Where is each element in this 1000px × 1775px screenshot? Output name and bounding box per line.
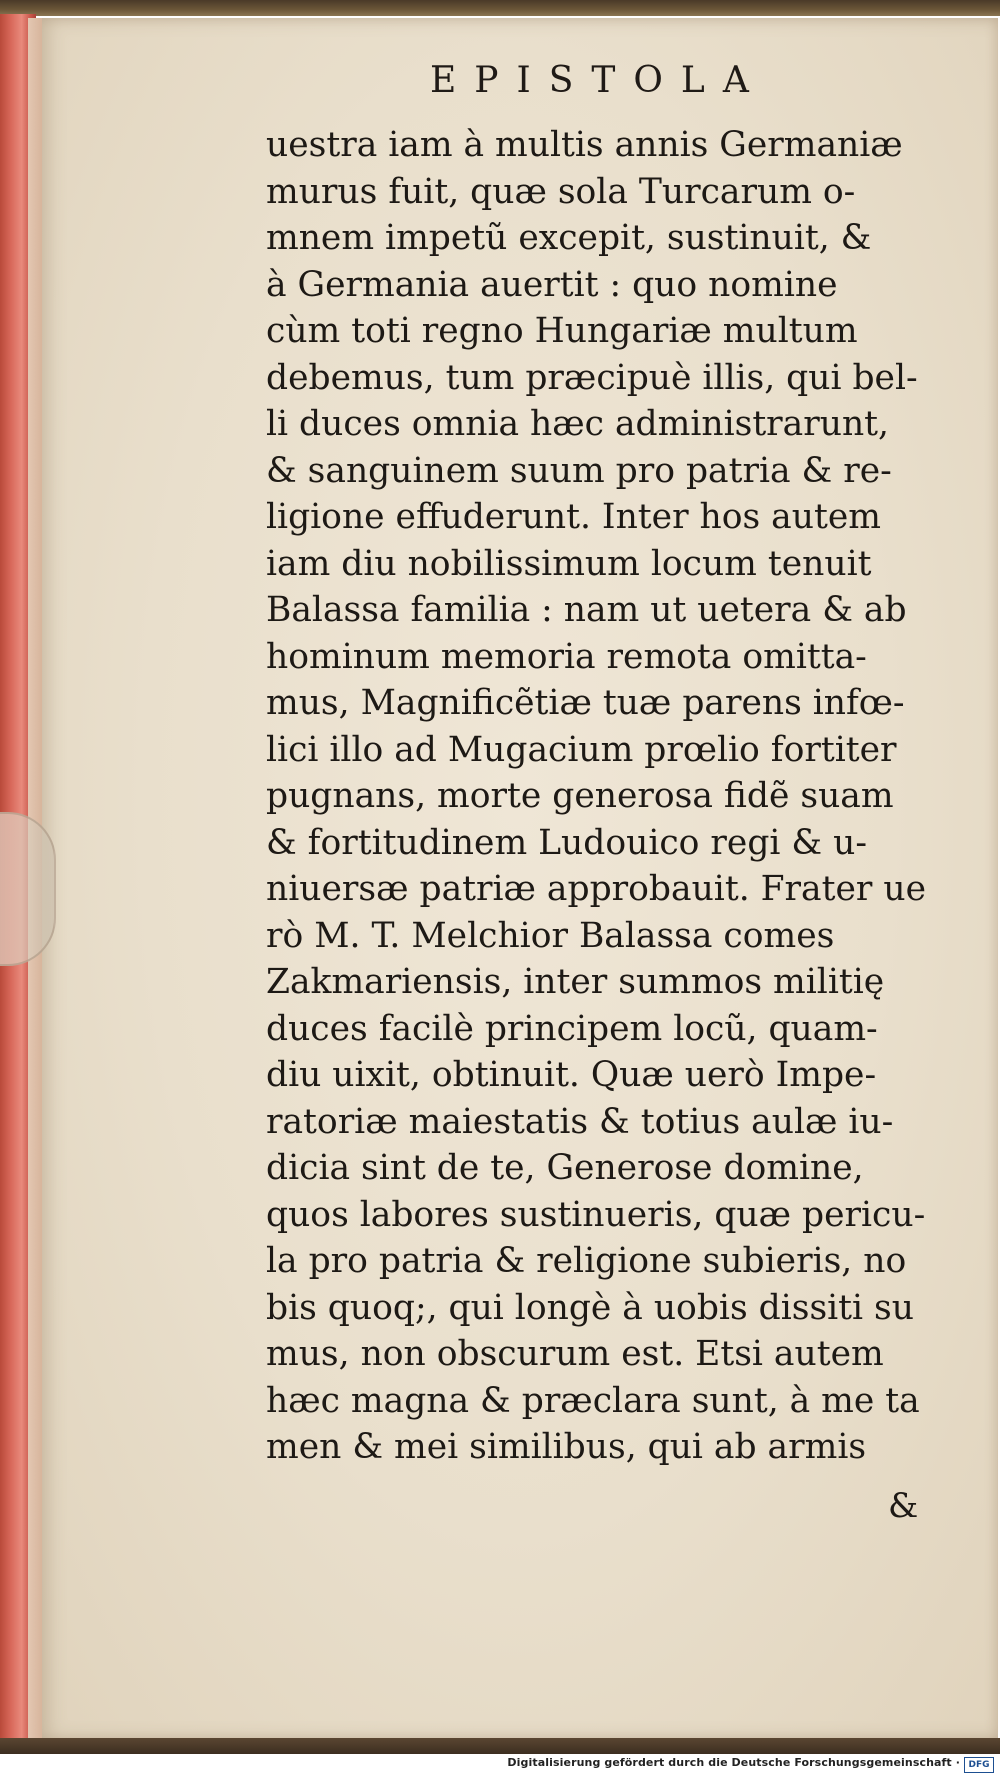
book-bottom-edge [0, 1738, 1000, 1754]
text-line: duces facilè principem locũ, quam- [266, 1008, 878, 1049]
text-line: ligione effuderunt. Inter hos autem [266, 497, 881, 537]
text-line: hominum memoria remota omitta- [266, 636, 867, 677]
text-line: uestra iam à multis annis Germaniæ [266, 125, 903, 165]
book-clasp [0, 812, 56, 966]
digitization-credit: Digitalisierung gefördert durch die Deutsche Forschungsgemeinschaft · [507, 1756, 960, 1769]
text-line: diu uixit, obtinuit. Quæ uerò Impe- [266, 1055, 877, 1095]
text-line: mus, non obscurum est. Etsi autem [266, 1334, 884, 1374]
catchword: & [888, 1486, 919, 1526]
text-line: & fortitudinem Ludouico regi & u- [266, 822, 867, 863]
text-line: Balassa familia : nam ut uetera & ab [266, 590, 907, 630]
text-line: rò M. T. Melchior Balassa comes [266, 915, 835, 956]
text-line: la pro patria & religione subieris, no [266, 1241, 907, 1281]
text-line: & sanguinem suum pro patria & re- [266, 450, 892, 491]
text-line: mnem impetũ excepit, sustinuit, & [266, 218, 872, 258]
text-line: niuersæ patriæ approbauit. Frater ue [266, 869, 926, 909]
body-text [266, 122, 956, 1471]
text-line: Zakmariensis, inter summos militię [266, 962, 885, 1002]
text-line: cùm toti regno Hungariæ multum [266, 311, 858, 351]
text-line: li duces omnia hæc administrarunt, [266, 404, 890, 444]
text-line: iam diu nobilissimum locum tenuit [266, 543, 872, 584]
running-head: EPISTOLA [430, 60, 767, 101]
text-line: quos labores sustinueris, quæ pericu- [266, 1194, 926, 1235]
dfg-logo: DFG [964, 1757, 994, 1773]
book-top-edge [0, 0, 1000, 16]
text-line: ratoriæ maiestatis & totius aulæ iu- [266, 1101, 894, 1142]
text-line: pugnans, morte generosa fidẽ suam [266, 776, 894, 816]
text-line: bis quoq;, qui longè à uobis dissiti su [266, 1287, 914, 1328]
text-line: à Germania auertit : quo nomine [266, 264, 838, 305]
text-line: lici illo ad Mugacium prœlio fortiter [266, 729, 897, 770]
text-line: men & mei similibus, qui ab armis [266, 1427, 867, 1467]
text-line: murus fuit, quæ sola Turcarum o- [266, 171, 856, 212]
text-line: dicia sint de te, Generose domine, [266, 1148, 864, 1188]
text-line: hæc magna & præclara sunt, à me ta [266, 1380, 920, 1421]
text-line: mus, Magnificẽtiæ tuæ parens infœ- [266, 683, 905, 723]
text-line: debemus, tum præcipuè illis, qui bel- [266, 357, 918, 398]
